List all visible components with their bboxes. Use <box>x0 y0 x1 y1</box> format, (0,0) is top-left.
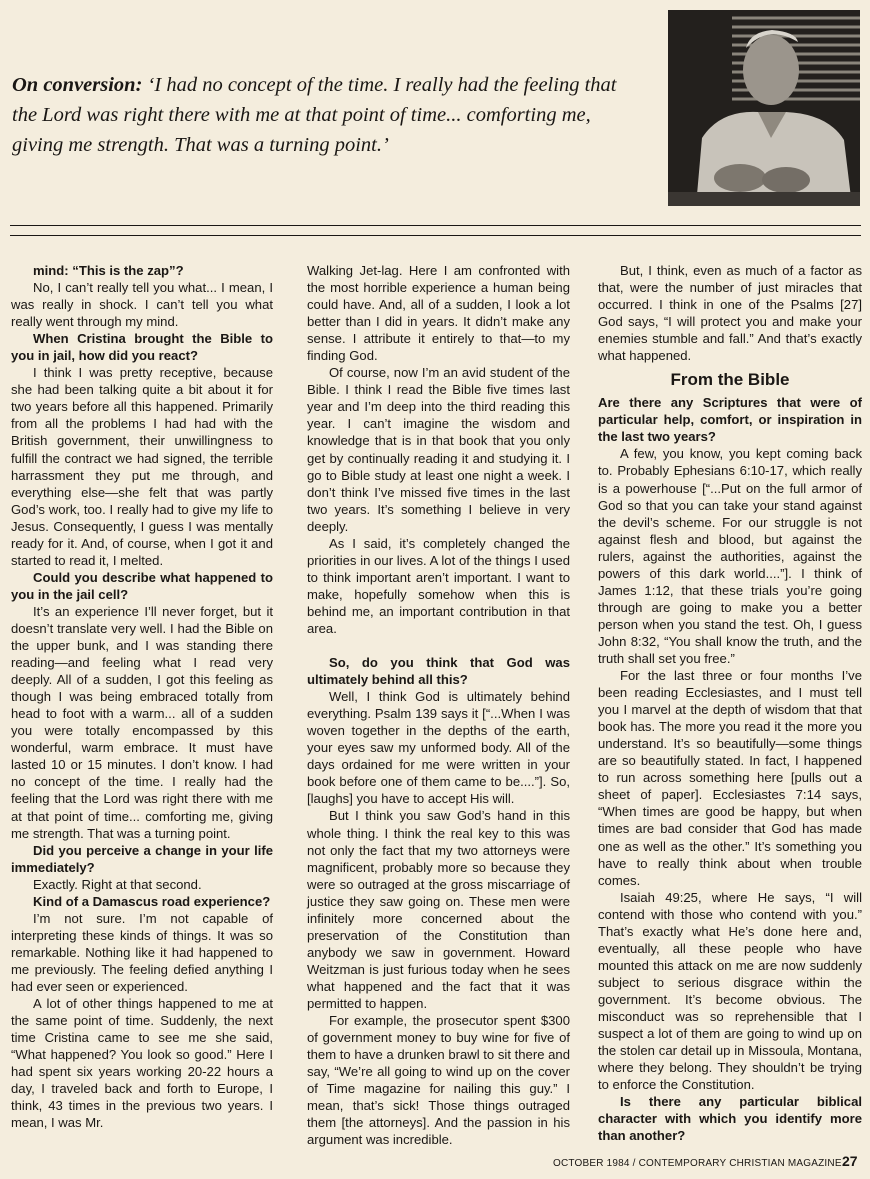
interview-answer: I’m not sure. I’m not capable of interpreting these kinds of things. It was so remarkable. Nothing like it had happened to me previously. The feeling defied anything I had ever seen or experienced. <box>11 910 273 994</box>
interview-answer: As I said, it’s completely changed the priorities in our lives. A lot of the things I used to think important aren’t important. I want to make, hopefully somehow when this is behind me, an important contribution in that area. <box>307 535 570 636</box>
interview-question: mind: “This is the zap”? <box>33 263 184 278</box>
top-rule <box>10 225 861 226</box>
interview-answer: But I think you saw God’s hand in this whole thing. I think the real key to this was not only the fact that my two attorneys were magnificent, probably more so because they were so outraged at the gross miscarriage of justice they saw going on. These men were infinitely more concerned about the preservation of the Constitution than anybody we saw in government. Howard Weitzman is just furious today when he sees what happened and the fact that it was permitted to happen. <box>307 808 570 1011</box>
page-number: 27 <box>842 1153 858 1169</box>
interview-answer: Walking Jet-lag. Here I am confronted with the most horrible experience a human being could have. And, all of a sudden, I look a lot better than I did in years. It didn’t make any sense. I attribute it entirely to that—to my finding God. <box>307 263 570 364</box>
article-column-2 <box>307 262 570 1148</box>
section-heading: From the Bible <box>670 370 790 390</box>
interview-question: Did you perceive a change in your life immediately? <box>11 842 273 875</box>
interview-answer: For the last three or four months I’ve been reading Ecclesiastes, and I must tell you I marvel at the depth of wisdom that that book has. The more you read it the more you understand. It’s so beautifully—some things are so beautifully stated. In fact, I happened to run across something here [pulls out a sheet of paper]. Ecclesiastes 7:14 says, “When times are good be happy, but when times are bad consider that God has made one as well as the other.” It’s something you have to really think about when trouble comes. <box>598 668 862 888</box>
interview-answer: For example, the prosecutor spent $300 of government money to buy wine for five of them to have a drunken brawl to sit there and say, “We’re all going to wind up on the cover of Time magazine for nailing this guy.” I mean, that’s sick! Those things outraged them [the attorneys]. And the passion in his argument was incredible. <box>307 1013 570 1148</box>
pull-quote <box>12 70 642 160</box>
interview-answer: A lot of other things happened to me at the same point of time. Suddenly, the next time Cristina came to see me she said, “What happened? You look so good.” Here I had spent six years working 20-22 hours a day, I traveled back and forth to Europe, I think, 43 times in the previous two years. I mean, I was Mr. <box>11 996 273 1131</box>
article-column-1 <box>11 262 273 1131</box>
pull-quote-text: ‘I had no concept of the time. I really had the feeling that the Lord was right there with me at that point of time... comforting me, giving me strength. That was a turning point.’ <box>12 74 617 156</box>
interview-answer: But, I think, even as much of a factor as that, were the number of just miracles that occurred. I think in one of the Psalms [27] God says, “I will protect you and make your enemies stumble and fall.” And that’s exactly what happened. <box>598 263 862 364</box>
interview-question: Could you describe what happened to you in the jail cell? <box>11 569 273 602</box>
bottom-rule <box>10 235 861 236</box>
article-column-3 <box>598 262 862 1144</box>
interview-answer: I think I was pretty receptive, because she had been talking quite a bit about it for two years before all this happened. Primarily from all the problems I had had with the British government, their unwillingness to fulfill the contract we had signed, the terrible harrassment they put me through, and everything else—she felt that was partly God’s work, too. I really had to give my life to Jesus. Consequently, I guess I was mentally ready for it. And, of course, when I got it and started to read it, I melted. <box>11 365 273 568</box>
interview-answer: Of course, now I’m an avid student of the Bible. I think I read the Bible five times last year and I’m deep into the third reading this year. I can’t imagine the wisdom and knowledge that is in that book that you only get by continually reading it and studying it. I go to Bible study at least one night a week. I don’t think I’ve missed five times in the last two years. It’s something I believe in very deeply. <box>307 365 570 534</box>
pull-quote-lead: On conversion: <box>12 74 143 96</box>
portrait-photo-drawing <box>668 10 860 206</box>
portrait-photo <box>668 10 860 206</box>
interview-question: Are there any Scriptures that were of particular help, comfort, or inspiration in the last two years? <box>598 395 862 445</box>
interview-answer: It’s an experience I’ll never forget, but it doesn’t translate very well. I had the Bible on the upper bunk, and I was standing there reading—and feeling what I read very deeply. All of a sudden, I got this feeling as though I was being embraced totally from head to foot with a warm... all of a sudden you were totally encompassed by this wonderful, warm embrace. It must have lasted 10 or 15 minutes. I don’t know. I had no concept of the time. I really had the feeling that the Lord was right there with me at that point of time... comforting me, giving me strength. That was a turning point. <box>11 603 273 841</box>
interview-question: Kind of a Damascus road experience? <box>33 893 271 909</box>
interview-answer: No, I can’t really tell you what... I mean, I was really in shock. I can’t tell you what really went through my mind. <box>11 280 273 330</box>
interview-answer: Well, I think God is ultimately behind everything. Psalm 139 says it [“...When I was woven together in the depths of the earth, your eyes saw my unformed body. All of the days ordained for me were written in your book before one of them came to be....”]. So, [laughs] you have to accept His will. <box>307 689 570 807</box>
interview-question: Is there any particular biblical character with which you identify more than another? <box>598 1094 862 1144</box>
interview-question: When Cristina brought the Bible to you in jail, how did you react? <box>11 331 273 364</box>
interview-answer: A few, you know, you kept coming back to. Probably Ephesians 6:10-17, which really is a powerhouse [“...Put on the full armor of God so that you can take your stand against the devil’s scheme. For our struggle is not against flesh and blood, but against the rulers, against the authorities, against the powers of this dark world....”]. I think of James 1:12, that these trials you’re going through are going to make you a better person when you stand the test. Oh, I guess John 8:32, “You shall know the truth, and the truth shall set you free.” <box>598 446 862 666</box>
interview-answer: Isaiah 49:25, where He says, “I will contend with those who contend with you.” That’s exactly what He’s done here and, eventually, all these people who have mounted this attack on me are now suddenly subject to serious disgrace within the government. It’s become obvious. The misconduct was so reprehensible that I suspect a lot of them are going to wind up on the stolen car detail up in Missoula, Montana, where they belong. They shouldn’t be trying to enforce the Constitution. <box>598 889 862 1093</box>
interview-question: So, do you think that God was ultimately behind all this? <box>307 655 570 688</box>
interview-answer: Exactly. Right at that second. <box>33 876 202 892</box>
footer-line: OCTOBER 1984 / CONTEMPORARY CHRISTIAN MAGAZINE <box>553 1158 842 1169</box>
